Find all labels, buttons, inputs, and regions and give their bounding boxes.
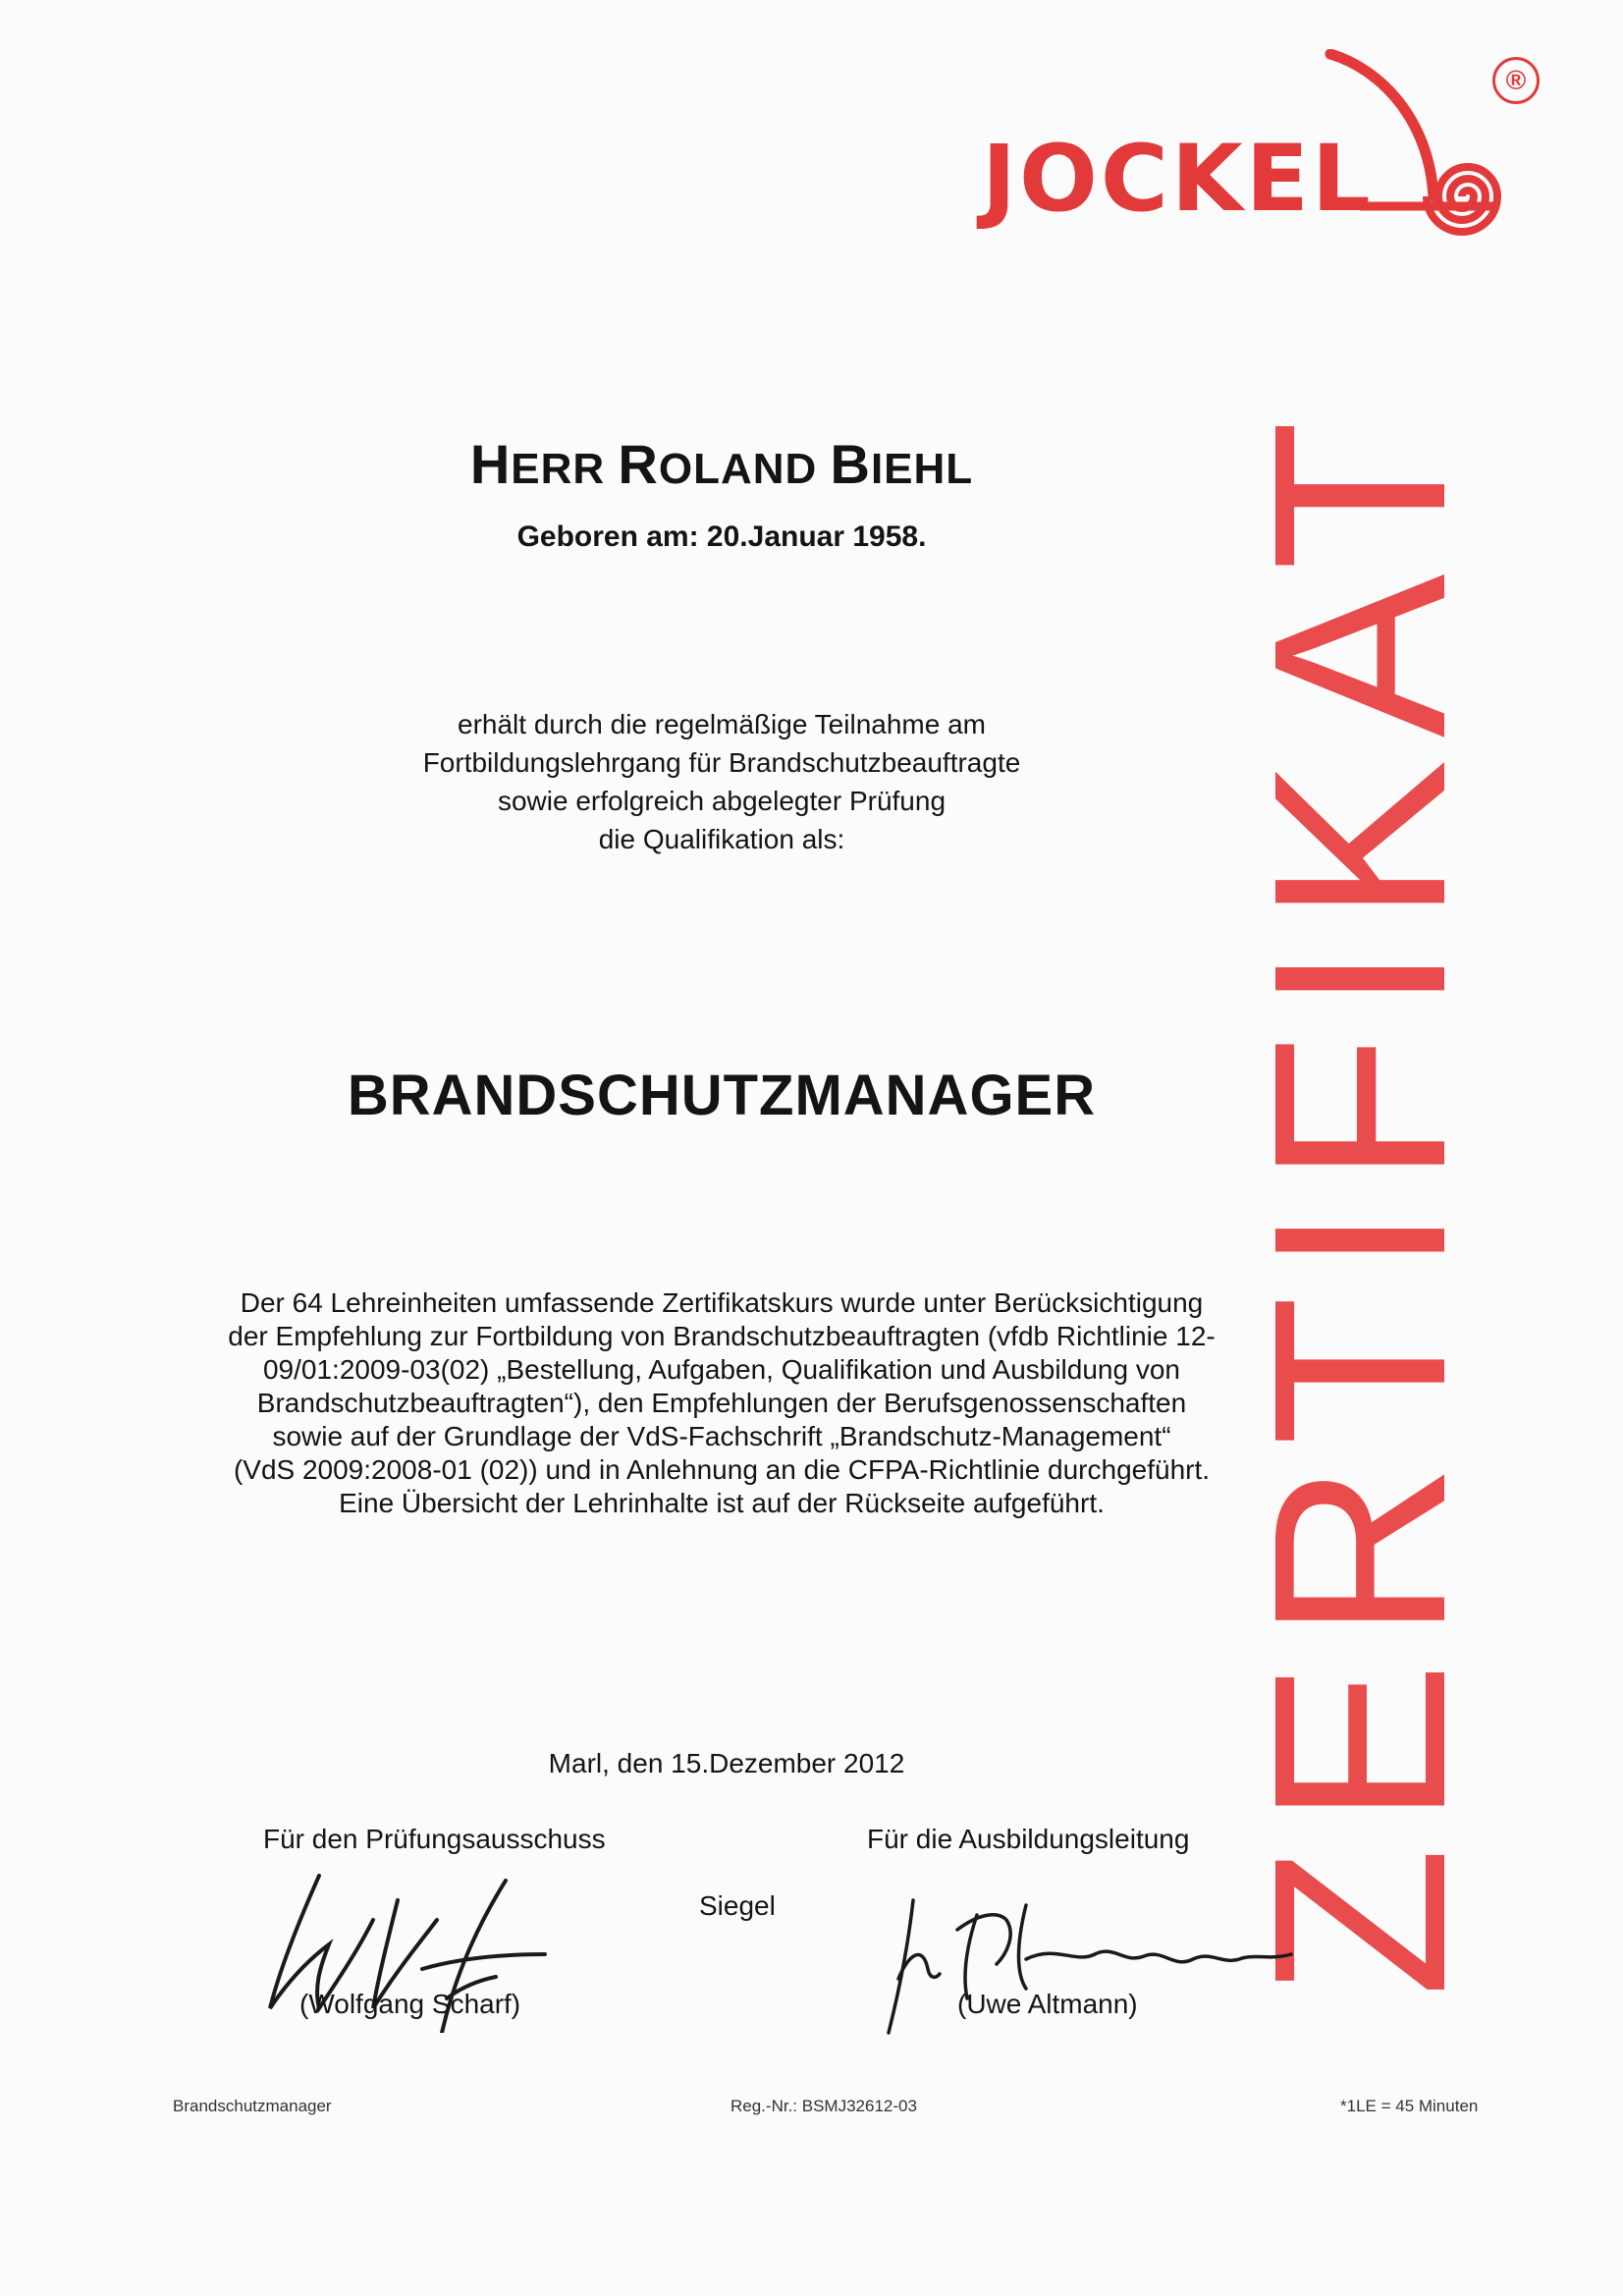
intro-line: erhält durch die regelmäßige Teilnahme am — [458, 709, 986, 739]
birth-date: Geboren am: 20.Januar 1958. — [516, 520, 927, 553]
name-initial: B — [830, 433, 871, 495]
footer-registration-number: Reg.-Nr.: BSMJ32612-03 — [730, 2097, 917, 2115]
description-line: 09/01:2009-03(02) „Bestellung, Aufgaben, Qualifikation und Ausbildung von — [262, 1354, 1180, 1385]
logo-wordmark: JOCKEL — [982, 126, 1374, 233]
footer-unit-note: *1LE = 45 Minuten — [1340, 2097, 1479, 2115]
logo-spiral-icon — [1321, 49, 1517, 246]
description-line: Brandschutzbeauftragten“), den Empfehlungen der Berufsgenossenschaften — [256, 1388, 1187, 1418]
footer-course-name: Brandschutzmanager — [173, 2097, 332, 2115]
examination-board-caption: Für den Prüfungsausschuss — [263, 1824, 606, 1854]
left-signatory-name: (Wolfgang Scharf) — [299, 1989, 521, 2019]
description-line: (VdS 2009:2008-01 (02)) und in Anlehnung an die CFPA-Richtlinie durchgeführt. — [233, 1454, 1211, 1485]
description-line: Der 64 Lehreinheiten umfassende Zertifikatskurs wurde unter Berücksichtigung — [240, 1287, 1204, 1318]
intro-line: sowie erfolgreich abgelegter Prüfung — [497, 786, 947, 816]
intro-text — [0, 705, 1443, 858]
name-rest: OLAND — [658, 445, 831, 493]
name-initial: R — [618, 433, 659, 495]
seal-label: Siegel — [699, 1890, 776, 1921]
course-description — [0, 1286, 1443, 1520]
name-rest: ERR — [511, 445, 619, 493]
vertical-title: ZERTIFIKAT — [1222, 399, 1496, 1997]
description-line: der Empfehlung zur Fortbildung von Brandschutzbeauftragten (vfdb Richtlinie 12- — [228, 1321, 1216, 1351]
right-signatory-name: (Uwe Altmann) — [957, 1989, 1138, 2019]
qualification-title: BRANDSCHUTZMANAGER — [347, 1064, 1097, 1127]
place-date: Marl, den 15.Dezember 2012 — [548, 1748, 905, 1778]
name-initial: H — [469, 433, 512, 495]
training-management-caption: Für die Ausbildungsleitung — [867, 1824, 1190, 1854]
intro-line: Fortbildungslehrgang für Brandschutzbeauftragte — [422, 747, 1021, 778]
registered-mark: ® — [1492, 57, 1540, 104]
intro-line: die Qualifikation als: — [598, 824, 845, 854]
vertical-title-container — [1222, 324, 1496, 2072]
description-line: sowie auf der Grundlage der VdS-Fachschrift „Brandschutz-Management“ — [272, 1421, 1171, 1451]
description-line: Eine Übersicht der Lehrinhalte ist auf der Rückseite aufgeführt. — [339, 1488, 1105, 1518]
name-rest: IEHL — [870, 445, 974, 493]
recipient-name — [0, 432, 1443, 496]
